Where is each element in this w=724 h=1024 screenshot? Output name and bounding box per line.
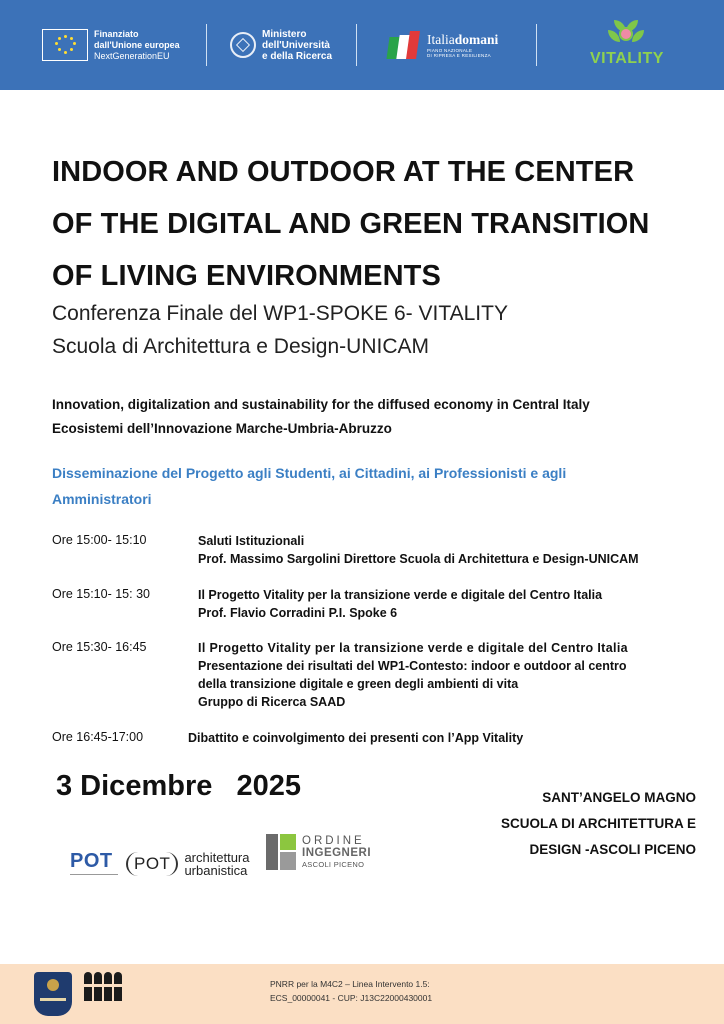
- venue-line-1: SANT’ANGELO MAGNO: [542, 790, 696, 805]
- program-line: Prof. Flavio Corradini P.I. Spoke 6: [198, 606, 398, 620]
- program-line: Gruppo di Ricerca SAAD: [198, 695, 346, 709]
- program-line: Saluti Istituzionali: [198, 534, 305, 548]
- event-date-day: 3 Dicembre: [56, 770, 213, 802]
- italiadomani-light: Italia: [427, 32, 455, 47]
- dissemination-line-1: Disseminazione del Progetto agli Studenti, ai Cittadini, ai Professionisti e agli: [52, 465, 567, 481]
- program-line: Dibattito e coinvolgimento dei presenti con l’App Vitality: [188, 731, 524, 745]
- mur-line1: Ministero: [262, 28, 307, 40]
- program-line: della transizione digitale e green degli ambienti di vita: [198, 677, 519, 691]
- program-time: Ore 15:30- 16:45: [52, 640, 147, 654]
- mur-logo: [230, 22, 332, 68]
- footer-band: [0, 964, 724, 1024]
- eu-logo: [42, 22, 180, 68]
- vitality-globe-icon: [608, 20, 644, 50]
- header-divider: [536, 24, 537, 66]
- pot-architettura-logo: [126, 848, 250, 880]
- program-time: Ore 16:45-17:00: [52, 730, 144, 744]
- program-description: [188, 729, 672, 747]
- program-line: Il Progetto Vitality per la transizione verde e digitale del Centro Italia: [198, 641, 628, 655]
- italiadomani-sub1: PIANO NAZIONALE: [427, 48, 473, 53]
- republic-emblem-icon: [230, 32, 256, 58]
- venue-line-2: SCUOLA DI ARCHITETTURA E: [501, 816, 696, 831]
- pot2-wordmark: POT: [126, 852, 178, 876]
- ordine-line-1: ORDINE: [302, 835, 365, 847]
- header-divider: [206, 24, 207, 66]
- title-line-3: OF LIVING ENVIRONMENTS: [52, 260, 441, 292]
- program-line: Presentazione dei risultati del WP1-Contesto: indoor e outdoor al centro: [198, 659, 627, 673]
- eu-flag-icon: [42, 29, 88, 61]
- program-description: [198, 586, 682, 622]
- footer-line-1: PNRR per la M4C2 – Linea Intervento 1.5:: [270, 979, 430, 989]
- title-line-1: INDOOR AND OUTDOOR AT THE CENTER: [52, 156, 635, 188]
- program-description: [198, 639, 682, 711]
- page-title: [52, 146, 692, 302]
- tagline-line-2: Ecosistemi dell’Innovazione Marche-Umbria-Abruzzo: [52, 421, 392, 436]
- pot-logo: [70, 850, 120, 878]
- ordine-line-3: ASCOLI PICENO: [302, 860, 365, 869]
- event-venue: [501, 785, 696, 863]
- eu-line2: dall'Unione europea: [94, 39, 180, 50]
- pot2-line-2: urbanistica: [184, 863, 248, 878]
- vitality-logo: [590, 18, 662, 72]
- unicam-seal-icon: [34, 972, 72, 1016]
- program-description: [198, 532, 682, 568]
- footer-funding-text: [270, 977, 432, 1005]
- italiadomani-sub2: DI RIPRESA E RESILIENZA: [427, 53, 491, 58]
- venue-line-3: DESIGN -ASCOLI PICENO: [529, 842, 696, 857]
- saad-logo: [84, 972, 124, 1016]
- mur-line2: dell'Università: [262, 39, 330, 51]
- header-divider: [356, 24, 357, 66]
- dissemination-heading: [52, 460, 652, 512]
- program-time: Ore 15:10- 15: 30: [52, 587, 150, 601]
- pot-wordmark: POT: [70, 850, 113, 872]
- ordine-ingegneri-mark-icon: [266, 834, 296, 870]
- title-line-2: OF THE DIGITAL AND GREEN TRANSITION: [52, 208, 650, 240]
- italian-flag-icon: [382, 29, 422, 61]
- italiadomani-logo: [382, 22, 498, 68]
- program-time: Ore 15:00- 15:10: [52, 533, 147, 547]
- dissemination-line-2: Amministratori: [52, 491, 152, 507]
- italiadomani-bold: domani: [454, 32, 499, 47]
- header-band: [0, 0, 724, 90]
- program-line: Il Progetto Vitality per la transizione verde e digitale del Centro Italia: [198, 588, 603, 602]
- program-line: Prof. Massimo Sargolini Direttore Scuola di Architettura e Design-UNICAM: [198, 552, 639, 566]
- event-date: [56, 770, 301, 803]
- tagline: [52, 393, 692, 441]
- pot2-line-1: architettura: [184, 850, 250, 865]
- event-date-year: 2025: [236, 770, 302, 802]
- eu-line1: Finanziato: [94, 28, 139, 39]
- ordine-line-2: INGEGNERI: [302, 847, 372, 859]
- ordine-ingegneri-logo: [266, 832, 371, 872]
- mur-line3: e della Ricerca: [262, 50, 333, 62]
- vitality-wordmark: VITALITY: [590, 50, 664, 67]
- subtitle-line-2: Scuola di Architettura e Design-UNICAM: [52, 335, 429, 358]
- footer-line-2: ECS_00000041 - CUP: J13C22000430001: [270, 993, 433, 1003]
- eu-line3: NextGenerationEU: [94, 50, 170, 61]
- subtitle: [52, 297, 692, 363]
- subtitle-line-1: Conferenza Finale del WP1-SPOKE 6- VITALITY: [52, 302, 508, 325]
- tagline-line-1: Innovation, digitalization and sustainability for the diffused economy in Central Italy: [52, 397, 590, 412]
